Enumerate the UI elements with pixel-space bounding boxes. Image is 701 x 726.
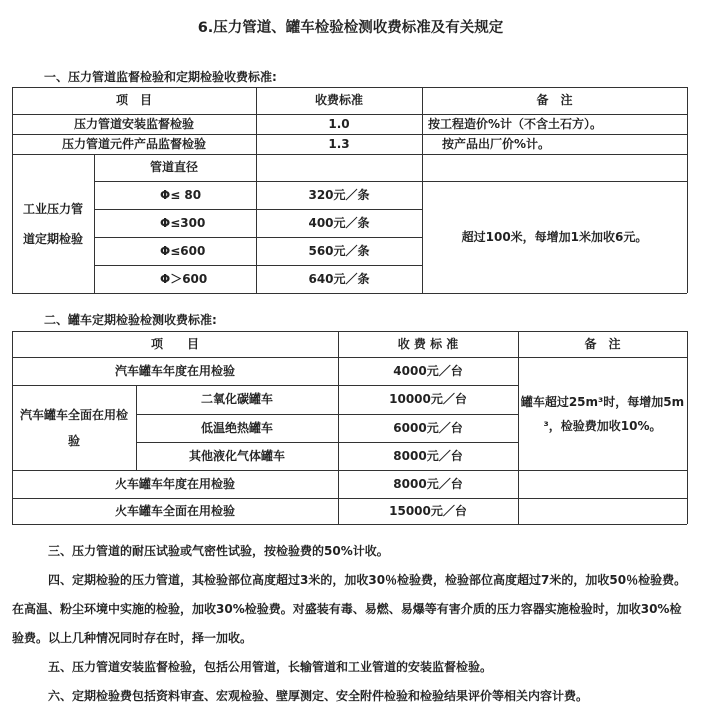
paragraph-5: 五、压力管道安装监督检验，包括公用管道，长输管道和工业管道的安装监督检验。 (48, 660, 493, 674)
diameter-4: Φ＞600 (160, 271, 208, 286)
row-install-standard: 1.0 (328, 116, 350, 131)
diameter-3: Φ≤600 (160, 243, 206, 258)
periodic-label-line2: 道定期检验 (22, 231, 83, 246)
fee-3: 560元／条 (308, 243, 370, 258)
car-annual-fee: 4000元／台 (393, 363, 463, 378)
header2-note: 备 注 (584, 336, 621, 351)
tanker-note-line1: 罐车超过25m³时，每增加5m (520, 394, 685, 409)
section2-heading: 二、罐车定期检验检测收费标准: (44, 313, 217, 327)
car-full-fee-1: 10000元／台 (389, 392, 467, 407)
row-component-standard: 1.3 (328, 136, 350, 151)
paragraph-3: 三、压力管道的耐压试验或气密性试验，按检验费的50%计收。 (48, 544, 389, 558)
car-full-label (12, 385, 136, 470)
fee-2: 400元／条 (308, 215, 370, 230)
row-install-item: 压力管道安装监督检验 (73, 116, 194, 131)
periodic-label (12, 154, 94, 293)
diameter-1: Φ≤ 80 (160, 187, 202, 202)
periodic-label-line1: 工业压力管 (22, 201, 83, 216)
tanker-note-line2: ³，检验费加收10%。 (543, 418, 662, 433)
header-item: 项 目 (115, 93, 152, 108)
paragraph-6: 六、定期检验费包括资料审查、宏观检验、壁厚测定、安全附件检验和检验结果评价等相关内容计费。 (48, 689, 589, 703)
periodic-note: 超过100米，每增加1米加收6元。 (461, 229, 648, 244)
train-annual-item: 火车罐车年度在用检验 (114, 476, 235, 491)
header-note: 备 注 (536, 93, 573, 108)
section1-heading: 一、压力管道监督检验和定期检验收费标准: (44, 70, 277, 84)
diameter-2: Φ≤300 (160, 215, 206, 230)
row-component-item: 压力管道元件产品监督检验 (61, 136, 206, 151)
row-component-note: 按产品出厂价%计。 (442, 136, 551, 151)
car-annual-item: 汽车罐车年度在用检验 (114, 363, 235, 378)
header2-item: 项 目 (150, 336, 199, 351)
header-standard: 收费标准 (314, 93, 363, 108)
row-install-note: 按工程造价%计（不含土石方）。 (428, 116, 603, 131)
car-full-fee-3: 8000元／台 (393, 448, 463, 463)
car-full-label-line2: 验 (67, 433, 80, 448)
page-title: 6.压力管道、罐车检验检测收费标准及有关规定 (197, 20, 504, 36)
train-full-item: 火车罐车全面在用检验 (114, 503, 235, 518)
tanker-note (518, 357, 687, 470)
car-full-label-line1: 汽车罐车全面在用检 (19, 407, 128, 422)
car-full-fee-2: 6000元／台 (393, 420, 463, 435)
train-full-fee: 15000元／台 (389, 503, 467, 518)
car-full-type-1: 二氧化碳罐车 (200, 392, 273, 407)
paragraph-4: 四、定期检验的压力管道，其检验部位高度超过3米的，加收30％检验费，检验部位高度超过7米的，加收50％检验费。在高温、粉尘环境中实施的检验，加收30%检验费。对盛装有毒、易燃、易爆等有害介质的压力容器实施检验时，加收30%检验费。以上几种情况同时存在时，择一加收。 (12, 573, 687, 645)
car-full-type-2: 低温绝热罐车 (200, 420, 273, 435)
fee-4: 640元／条 (308, 271, 370, 286)
train-annual-fee: 8000元／台 (393, 476, 463, 491)
diameter-header: 管道直径 (150, 160, 199, 175)
fee-1: 320元／条 (308, 187, 370, 202)
car-full-type-3: 其他液化气体罐车 (188, 448, 285, 463)
header2-standard: 收 费 标 准 (397, 336, 459, 351)
